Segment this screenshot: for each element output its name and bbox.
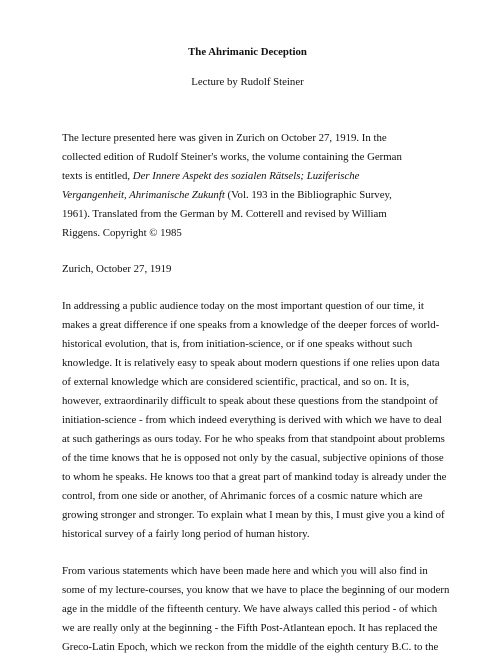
place-date: Zurich, October 27, 1919 <box>62 263 172 275</box>
paragraph-line: of the time knows that he is opposed not only by the casual, subjective opinions of those <box>62 452 444 464</box>
intro-line: The lecture presented here was given in Zurich on October 27, 1919. In the <box>62 132 387 144</box>
paragraph-line: historical survey of a fairly long period of human history. <box>62 528 310 540</box>
paragraph-line: growing stronger and stronger. To explain what I mean by this, I must give you a kind of <box>62 509 445 521</box>
paragraph-line: initiation-science - from which indeed everything is derived with which we have to deal <box>62 414 442 426</box>
intro-line: Riggens. Copyright © 1985 <box>62 227 182 239</box>
paragraph-line: we are really only at the beginning - the Fifth Post-Atlantean epoch. It has replaced the <box>62 622 438 634</box>
intro-text: texts is entitled, <box>62 170 131 182</box>
intro-line <box>62 167 359 187</box>
paragraph-line: to whom he speaks. He knows too that a great part of mankind today is already under the <box>62 471 447 483</box>
intro-line <box>62 186 392 206</box>
paragraph-line: some of my lecture-courses, you know that we have to place the beginning of our modern <box>62 584 450 596</box>
paragraph-line: at such gatherings as ours today. For he who speaks from that standpoint about problems <box>62 433 445 445</box>
paragraph-line: historical evolution, that is, from initiation-science, or if one speaks without such <box>62 338 413 350</box>
paragraph-line: Greco-Latin Epoch, which we reckon from the middle of the eighth century B.C. to the <box>62 641 439 653</box>
intro-text: (Vol. 193 in the Bibliographic Survey, <box>227 189 392 201</box>
document-subtitle: Lecture by Rudolf Steiner <box>191 76 304 88</box>
paragraph-line: From various statements which have been made here and which you will also find in <box>62 565 428 577</box>
intro-line: 1961). Translated from the German by M. Cotterell and revised by William <box>62 208 387 220</box>
intro-book-title: Der Innere Aspekt des sozialen Rätsels; Luziferische <box>132 170 360 182</box>
intro-book-title-cont: Vergangenheit, Ahrimanische Zukunft <box>62 189 225 201</box>
paragraph-line: age in the middle of the fifteenth century. We have always called this period - of which <box>62 603 438 615</box>
intro-line: collected edition of Rudolf Steiner's works, the volume containing the German <box>62 151 402 163</box>
paragraph-line: however, extraordinarily difficult to speak about these questions from the standpoint of <box>62 395 438 407</box>
document-title: The Ahrimanic Deception <box>188 46 307 58</box>
paragraph-line: knowledge. It is relatively easy to speak about modern questions if one relies upon data <box>62 357 440 369</box>
paragraph-line: control, from one side or another, of Ahrimanic forces of a cosmic nature which are <box>62 490 423 502</box>
paragraph-line: of external knowledge which are considered scientific, practical, and so on. It is, <box>62 376 410 388</box>
paragraph-line: In addressing a public audience today on the most important question of our time, it <box>62 300 424 312</box>
paragraph-line: makes a great difference if one speaks from a knowledge of the deeper forces of world- <box>62 319 440 331</box>
